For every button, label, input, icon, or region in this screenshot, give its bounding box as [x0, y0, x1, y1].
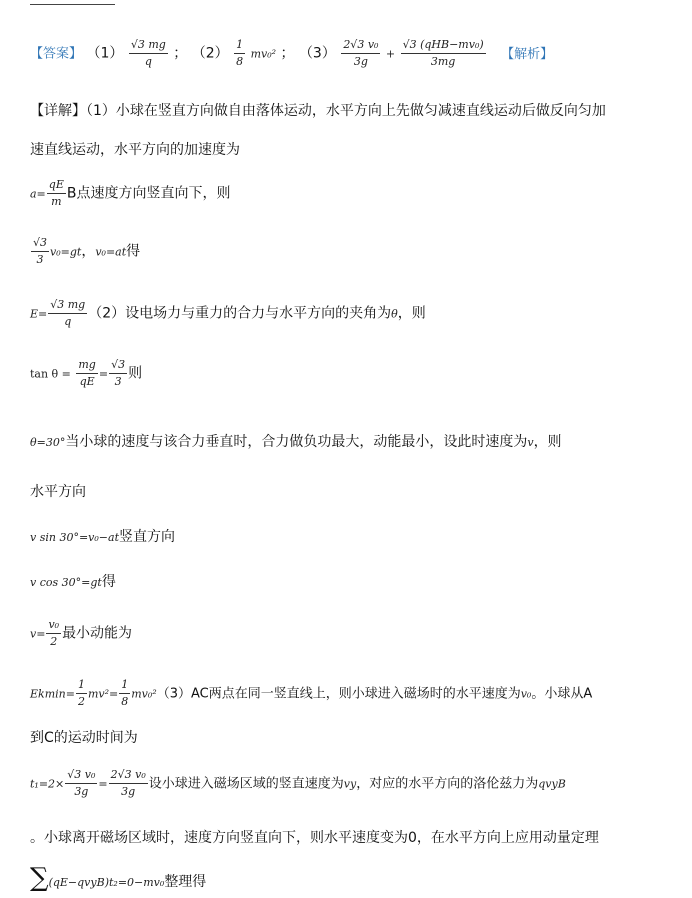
ek-den-2: 8: [121, 695, 129, 708]
time-vy: vy: [343, 777, 357, 791]
field-den: q: [64, 315, 72, 328]
analysis-tag: 【解析】: [501, 46, 554, 62]
field-num: √3 mg: [48, 298, 87, 314]
answer-part-2-label: （2）: [191, 45, 229, 62]
answer-3a-fraction: [341, 38, 380, 69]
ek-num-2: 1: [119, 678, 130, 694]
equation-acceleration: [30, 178, 230, 209]
ek-lhs: Ekmin=: [30, 687, 75, 701]
answer-separator-2: ；: [280, 45, 295, 62]
minv-num: v₀: [46, 618, 61, 634]
answer-1-fraction: [129, 38, 168, 69]
answer-2-denominator: 8: [236, 55, 244, 68]
answer-3a-denominator: 3g: [353, 55, 368, 68]
answer-part-1-label: （1）: [86, 45, 124, 62]
ek-fraction-1: [76, 678, 87, 709]
acc-lhs: a=: [30, 187, 46, 201]
minv-den: 2: [50, 635, 58, 648]
field-tail: ，则: [397, 305, 426, 322]
ek-num-1: 1: [76, 678, 87, 694]
ek-text-2: 。小球从A: [531, 686, 593, 702]
vel-den: 3: [36, 253, 44, 266]
horiz-math: v sin 30°=v₀−at: [30, 531, 119, 544]
vel-fraction: [31, 236, 49, 267]
tan-eq: =: [98, 367, 109, 381]
answer-tag: 【答案】: [30, 46, 83, 62]
ek-v0: v₀: [520, 687, 532, 701]
theta-math: θ=30°: [30, 436, 66, 449]
answer-line: [30, 38, 553, 69]
minv-lhs: v=: [30, 627, 46, 641]
answer-2-fraction: [234, 38, 245, 69]
answer-1-denominator: q: [144, 55, 152, 68]
horizontal-direction-label: 水平方向: [30, 484, 86, 500]
ek-den-1: 2: [77, 695, 85, 708]
time-force: qvyB: [538, 777, 566, 791]
answer-3b-fraction: [401, 38, 486, 69]
equation-min-velocity: [30, 618, 132, 649]
detail-text-1: （1）小球在竖直方向做自由落体运动，水平方向上先做匀减速直线运动后做反向匀加: [86, 103, 606, 119]
acc-text: B点速度方向竖直向下，则: [66, 185, 231, 202]
time-fraction-1: [65, 768, 97, 799]
vert-math: v cos 30°=gt: [30, 576, 102, 589]
tan-den-2: 3: [114, 375, 122, 388]
answer-part-3-label: （3）: [298, 45, 336, 62]
tan-fraction-2: [109, 358, 127, 389]
answer-separator-1: ；: [173, 45, 188, 62]
minv-fraction: [46, 618, 61, 649]
time-den-1: 3g: [74, 785, 89, 798]
time-lhs: t₁=2×: [30, 777, 65, 791]
vel-text: 得: [126, 243, 141, 260]
tan-fraction-1: [76, 358, 97, 389]
vel-num: √3: [31, 236, 49, 252]
field-text: （2）设电场力与重力的合力与水平方向的夹角为: [88, 305, 392, 322]
vel-math-2: v₀=at: [95, 245, 127, 259]
equation-time: [30, 768, 566, 799]
detail-line-2: 速直线运动，水平方向的加速度为: [30, 142, 240, 158]
vel-math: v₀=gt: [50, 245, 82, 259]
tan-den-1: qE: [79, 375, 95, 388]
answer-2-tail: mv₀²: [250, 47, 277, 61]
answer-3a-numerator: 2√3 v₀: [341, 38, 380, 54]
acc-den: m: [51, 195, 62, 208]
ek-mid: mv²=: [87, 687, 119, 701]
top-divider-line: [30, 4, 115, 5]
tan-num-1: mg: [76, 358, 97, 374]
time-num-1: √3 v₀: [65, 768, 97, 784]
time-fraction-2: [109, 768, 148, 799]
time-den-2: 3g: [121, 785, 136, 798]
momentum-line: 。小球离开磁场区域时，速度方向竖直向下，则水平速度变为0，在水平方向上应用动量定理: [30, 830, 599, 846]
field-lhs: E=: [30, 307, 48, 321]
equation-tan-theta: [30, 358, 142, 389]
detail-line-1: [30, 100, 606, 120]
momentum-math: (qE−qvyB)t₂=0−mv₀: [48, 876, 165, 889]
answer-3-plus: +: [385, 47, 396, 61]
equation-field-strength: [30, 298, 426, 329]
tan-text: 则: [128, 365, 143, 382]
ek-tail: mv₀²: [131, 687, 157, 701]
theta-text: 当小球的速度与该合力垂直时，合力做负功最大，动能最小，设此时速度为: [65, 434, 528, 450]
answer-3b-denominator: 3mg: [430, 55, 456, 68]
answer-2-numerator: 1: [234, 38, 245, 54]
sum-symbol: ∑: [30, 863, 49, 893]
equation-theta-value: [30, 431, 562, 451]
theta-v: v: [527, 436, 534, 449]
vel-sep: ，: [81, 243, 96, 260]
field-theta: θ: [391, 307, 398, 321]
time-num-2: 2√3 v₀: [109, 768, 148, 784]
answer-1-numerator: √3 mg: [129, 38, 168, 54]
equation-horizontal: [30, 526, 175, 546]
theta-tail: ，则: [533, 434, 562, 450]
equation-velocity-relation: [30, 236, 140, 267]
tan-num-2: √3: [109, 358, 127, 374]
momentum-text: 整理得: [164, 874, 207, 890]
ek-fraction-2: [119, 678, 130, 709]
equation-momentum: [30, 863, 206, 893]
time-text: 设小球进入磁场区域的竖直速度为: [148, 776, 344, 792]
detail-tag: 【详解】: [30, 103, 86, 119]
ek-text: （3）AC两点在同一竖直线上，则小球进入磁场时的水平速度为: [156, 686, 521, 702]
time-eq: =: [98, 777, 108, 791]
minv-text: 最小动能为: [62, 625, 133, 642]
equation-min-kinetic-energy: [30, 678, 592, 709]
acc-fraction: [47, 178, 66, 209]
time-label: 到C的运动时间为: [30, 730, 138, 746]
acc-num: qE: [47, 178, 66, 194]
tan-lhs: tan θ =: [30, 367, 71, 381]
answer-3b-numerator: √3 (qHB−mv₀): [401, 38, 486, 54]
field-fraction: [48, 298, 87, 329]
time-text-2: ，对应的水平方向的洛伦兹力为: [356, 776, 539, 792]
equation-vertical: [30, 571, 116, 591]
horiz-text: 竖直方向: [119, 529, 175, 545]
vert-text: 得: [101, 574, 116, 590]
